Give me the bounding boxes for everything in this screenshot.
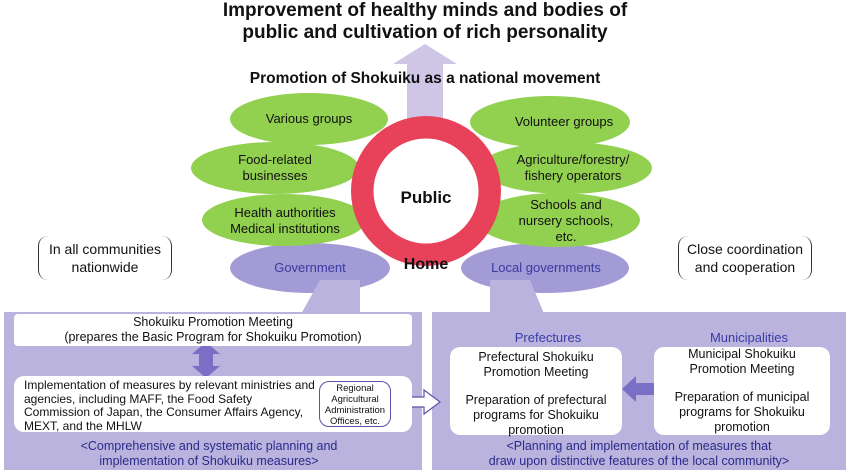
- pref-line1: Prefectural Shokuiku: [478, 350, 594, 364]
- label-volunteer-groups: Volunteer groups: [514, 114, 614, 129]
- impl-line3: Commission of Japan, the Consumer Affairs Agency,: [24, 405, 304, 419]
- regional-line2: Agricultural: [331, 394, 379, 405]
- pref-line2: Promotion Meeting: [483, 365, 589, 379]
- bracket-left-line1: In all communities: [48, 241, 162, 257]
- pref-line5: promotion: [508, 423, 564, 437]
- subtitle: Promotion of Shokuiku as a national movement: [249, 70, 601, 87]
- left-panel-note: [14, 439, 404, 469]
- impl-line1: Implementation of measures by relevant ministries and: [24, 378, 315, 392]
- regional-line1: Regional: [336, 383, 374, 394]
- bracket-left-line2: nationwide: [71, 259, 139, 275]
- bracket-coordination: [678, 236, 812, 280]
- label-health-line2: Medical institutions: [230, 221, 340, 236]
- regional-line3: Administration: [324, 405, 386, 416]
- label-various-groups: Various groups: [265, 111, 353, 126]
- muni-line1: Municipal Shokuiku: [688, 347, 796, 361]
- label-food-line2: businesses: [242, 168, 308, 183]
- muni-line4: programs for Shokuiku: [679, 405, 805, 419]
- impl-line2: agencies, including MAFF, the Food Safety: [24, 391, 253, 406]
- title-line-2: public and cultivation of rich personality: [242, 22, 608, 43]
- bracket-right-line1: Close coordination: [687, 241, 803, 257]
- label-agri-line2: fishery operators: [524, 168, 622, 183]
- right-note-line2: draw upon distinctive features of the local community>: [488, 454, 790, 468]
- bracket-nationwide: [38, 236, 172, 280]
- home-label: Home: [403, 256, 449, 273]
- right-panel-note: [436, 439, 842, 469]
- impl-line4: MEXT, and the MHLW: [24, 418, 142, 433]
- label-schools: [486, 197, 646, 245]
- meeting-line1: Shokuiku Promotion Meeting: [133, 315, 293, 329]
- label-schools-line3: etc.: [555, 229, 577, 244]
- regional-line4: Offices, etc.: [330, 416, 380, 427]
- label-health-authorities: [202, 205, 368, 237]
- label-schools-line2: nursery schools,: [518, 213, 614, 228]
- muni-line3: Preparation of municipal: [674, 390, 810, 404]
- label-food-line1: Food-related: [238, 152, 312, 167]
- title-line-1: Improvement of healthy minds and bodies of: [222, 0, 628, 21]
- meeting-line2: (prepares the Basic Program for Shokuiku Promotion): [64, 330, 362, 344]
- prefectural-meeting-box: [450, 347, 622, 435]
- municipalities-label: Municipalities: [709, 330, 789, 345]
- municipal-meeting-box: [654, 347, 830, 435]
- public-label: Public: [400, 188, 452, 207]
- government-label: Government: [274, 260, 346, 275]
- label-health-line1: Health authorities: [234, 205, 336, 220]
- label-food-businesses: [192, 152, 358, 184]
- left-note-line2: implementation of Shokuiku measures>: [99, 454, 319, 468]
- local-governments-label: Local governments: [491, 260, 601, 275]
- prefectures-label: Prefectures: [514, 330, 582, 345]
- left-note-line1: <Comprehensive and systematic planning and: [80, 439, 338, 453]
- shokuiku-promotion-meeting-box: [14, 314, 412, 346]
- label-agri-line1: Agriculture/forestry/: [516, 152, 630, 167]
- muni-line5: promotion: [714, 420, 770, 434]
- label-agriculture: [490, 152, 656, 184]
- label-schools-line1: Schools and: [530, 197, 602, 212]
- muni-line2: Promotion Meeting: [689, 362, 795, 376]
- right-note-line1: <Planning and implementation of measures that: [506, 439, 772, 453]
- pref-line3: Preparation of prefectural: [465, 393, 607, 407]
- bracket-right-line2: and cooperation: [694, 259, 796, 275]
- regional-offices-box: [319, 381, 391, 427]
- pref-line4: programs for Shokuiku: [473, 408, 599, 422]
